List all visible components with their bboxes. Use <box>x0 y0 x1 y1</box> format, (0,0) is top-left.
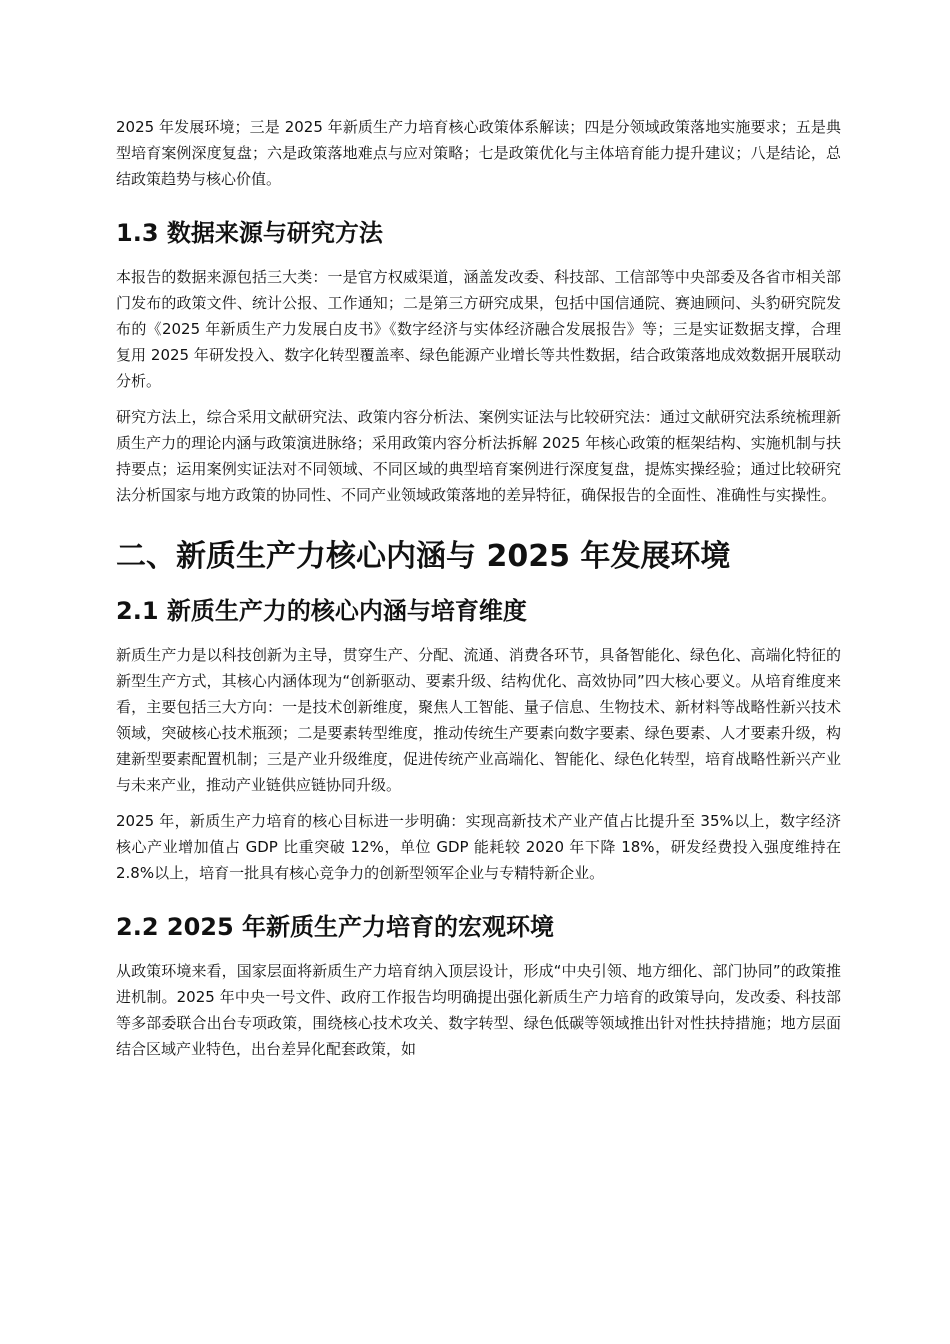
section-1-3-paragraph-2: 研究方法上，综合采用文献研究法、政策内容分析法、案例实证法与比较研究法：通过文献研究法系统梳理新质生产力的理论内涵与政策演进脉络；采用政策内容分析法拆解 2025 年核心政策的框架结构、实施机制与扶持要点；运用案例实证法对不同领域、不同区域的典型培育案例进行深度复盘，提炼实操经验；通过比较研究法分析国家与地方政策的协同性、不同产业领域政策落地的差异特征，确保报告的全面性、准确性与实操性。 <box>116 408 841 504</box>
section-2-2-paragraph-1: 从政策环境来看，国家层面将新质生产力培育纳入顶层设计，形成“中央引领、地方细化、部门协同”的政策推进机制。2025 年中央一号文件、政府工作报告均明确提出强化新质生产力培育的政策导向，发改委、科技部等多部委联合出台专项政策，围绕核心技术攻关、数字转型、绿色低碳等领域推出针对性扶持措施；地方层面结合区域产业特色，出台差异化配套政策，如 <box>116 962 841 1058</box>
section-2-2-heading: 2.2 2025 年新质生产力培育的宏观环境 <box>116 913 555 941</box>
page-content <box>116 114 841 1062</box>
section-2-1-paragraph-1: 新质生产力是以科技创新为主导，贯穿生产、分配、流通、消费各环节，具备智能化、绿色化、高端化特征的新型生产方式，其核心内涵体现为“创新驱动、要素升级、结构优化、高效协同”四大核心要义。从培育维度来看，主要包括三大方向：一是技术创新维度，聚焦人工智能、量子信息、生物技术、新材料等战略性新兴技术领域，突破核心技术瓶颈；二是要素转型维度，推动传统生产要素向数字要素、绿色要素、人才要素升级，构建新型要素配置机制；三是产业升级维度，促进传统产业高端化、智能化、绿色化转型，培育战略性新兴产业与未来产业，推动产业链供应链协同升级。 <box>116 646 841 794</box>
section-1-3-paragraph-1: 本报告的数据来源包括三大类：一是官方权威渠道，涵盖发改委、科技部、工信部等中央部委及各省市相关部门发布的政策文件、统计公报、工作通知；二是第三方研究成果，包括中国信通院、赛迪顾问、头豹研究院发布的《2025 年新质生产力发展白皮书》《数字经济与实体经济融合发展报告》等；三是实证数据支撑，合理复用 2025 年研发投入、数字化转型覆盖率、绿色能源产业增长等共性数据，结合政策落地成效数据开展联动分析。 <box>116 268 841 390</box>
intro-continuation-paragraph: 2025 年发展环境；三是 2025 年新质生产力培育核心政策体系解读；四是分领域政策落地实施要求；五是典型培育案例深度复盘；六是政策落地难点与应对策略；七是政策优化与主体培育能力提升建议；八是结论，总结政策趋势与核心价值。 <box>116 118 841 188</box>
section-1-3-heading: 1.3 数据来源与研究方法 <box>116 219 383 247</box>
section-2-1-heading: 2.1 新质生产力的核心内涵与培育维度 <box>116 597 527 625</box>
chapter-2-heading: 二、新质生产力核心内涵与 2025 年发展环境 <box>116 539 731 574</box>
section-2-1-paragraph-2: 2025 年，新质生产力培育的核心目标进一步明确：实现高新技术产业产值占比提升至 35%以上，数字经济核心产业增加值占 GDP 比重突破 12%，单位 GDP 能耗较 2020 年下降 18%，研发经费投入强度维持在 2.8%以上，培育一批具有核心竞争力的创新型领军企业与专精特新企业。 <box>116 812 841 882</box>
